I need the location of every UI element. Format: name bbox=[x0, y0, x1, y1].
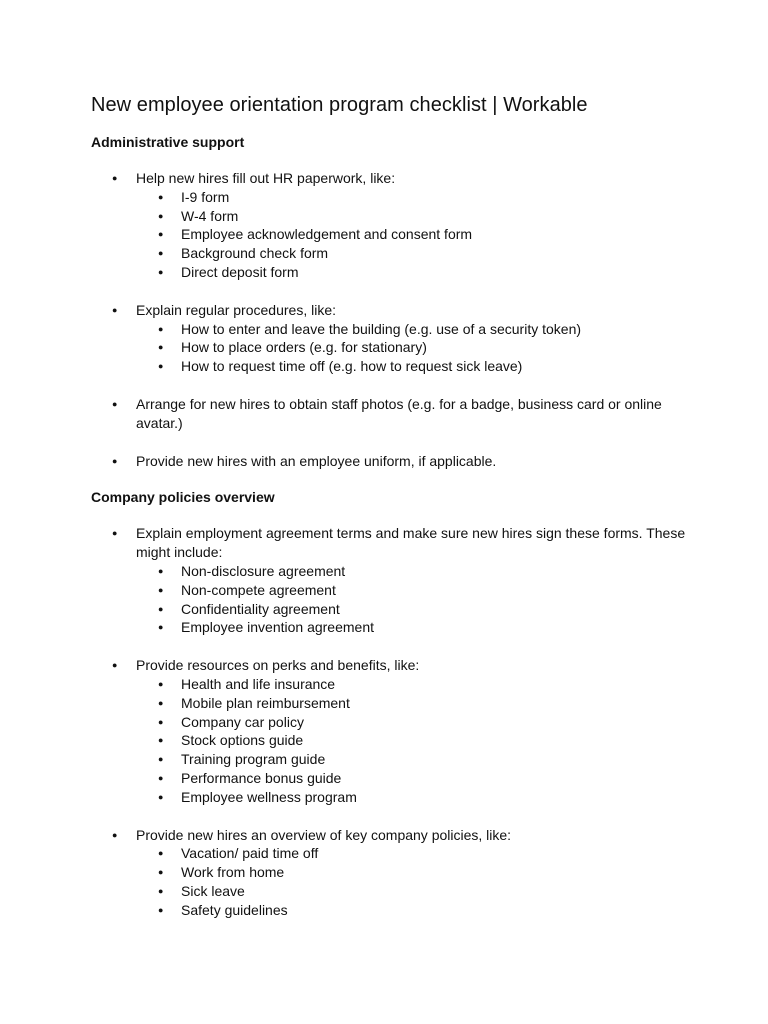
sub-list bbox=[136, 188, 708, 282]
sub-list-item: ● Background check form bbox=[136, 244, 708, 263]
list-item-text: Explain regular procedures, like: bbox=[136, 301, 336, 318]
company-policies-list bbox=[91, 524, 708, 919]
sub-list-item: ● How to request time off (e.g. how to request sick leave) bbox=[136, 357, 708, 376]
sub-list-item: ● Non-disclosure agreement bbox=[136, 562, 708, 581]
sub-list bbox=[136, 844, 708, 919]
list-item bbox=[91, 169, 708, 282]
list-item bbox=[91, 524, 708, 637]
sub-list-item: ● W-4 form bbox=[136, 207, 708, 226]
list-item-text: Provide new hires an overview of key company policies, like: bbox=[136, 826, 512, 843]
list-item bbox=[91, 826, 708, 920]
sub-list-item: ● I-9 form bbox=[136, 188, 708, 207]
sub-list-item: ● Health and life insurance bbox=[136, 675, 708, 694]
sub-list-item: ● Employee invention agreement bbox=[136, 618, 708, 637]
sub-list-item: ● Sick leave bbox=[136, 882, 708, 901]
sub-list-item: ● Stock options guide bbox=[136, 731, 708, 750]
sub-list bbox=[136, 562, 708, 637]
section-heading-administrative-support: Administrative support bbox=[91, 134, 245, 150]
sub-list bbox=[136, 675, 708, 807]
list-item bbox=[91, 656, 708, 806]
document-title: New employee orientation program checklist | Workable bbox=[91, 94, 588, 116]
sub-list-item: ● Employee acknowledgement and consent form bbox=[136, 225, 708, 244]
list-item bbox=[91, 395, 708, 433]
sub-list-item: ● How to place orders (e.g. for stationary) bbox=[136, 338, 708, 357]
list-item-text: Explain employment agreement terms and make sure new hires sign these forms. These might include: bbox=[136, 525, 686, 561]
sub-list-item: ● Non-compete agreement bbox=[136, 581, 708, 600]
sub-list-item: ● Direct deposit form bbox=[136, 263, 708, 282]
sub-list bbox=[136, 320, 708, 376]
sub-list-item: ● Work from home bbox=[136, 863, 708, 882]
sub-list-item: ● Confidentiality agreement bbox=[136, 600, 708, 619]
list-item-text: Arrange for new hires to obtain staff photos (e.g. for a badge, business card or online avatar.) bbox=[136, 395, 662, 431]
list-item-text: Provide resources on perks and benefits, like: bbox=[136, 657, 420, 674]
list-item bbox=[91, 301, 708, 376]
sub-list-item: ● Vacation/ paid time off bbox=[136, 844, 708, 863]
list-item-text: Provide new hires with an employee uniform, if applicable. bbox=[136, 452, 497, 469]
sub-list-item: ● Company car policy bbox=[136, 713, 708, 732]
section-heading-company-policies-overview: Company policies overview bbox=[91, 489, 275, 506]
sub-list-item: ● Performance bonus guide bbox=[136, 769, 708, 788]
sub-list-item: ● How to enter and leave the building (e.g. use of a security token) bbox=[136, 320, 708, 339]
administrative-support-list bbox=[91, 169, 708, 470]
sub-list-item: ● Safety guidelines bbox=[136, 901, 708, 920]
sub-list-item: ● Training program guide bbox=[136, 750, 708, 769]
list-item bbox=[91, 452, 708, 471]
sub-list-item: ● Mobile plan reimbursement bbox=[136, 694, 708, 713]
sub-list-item: ● Employee wellness program bbox=[136, 788, 708, 807]
list-item-text: Help new hires fill out HR paperwork, like: bbox=[136, 170, 396, 186]
